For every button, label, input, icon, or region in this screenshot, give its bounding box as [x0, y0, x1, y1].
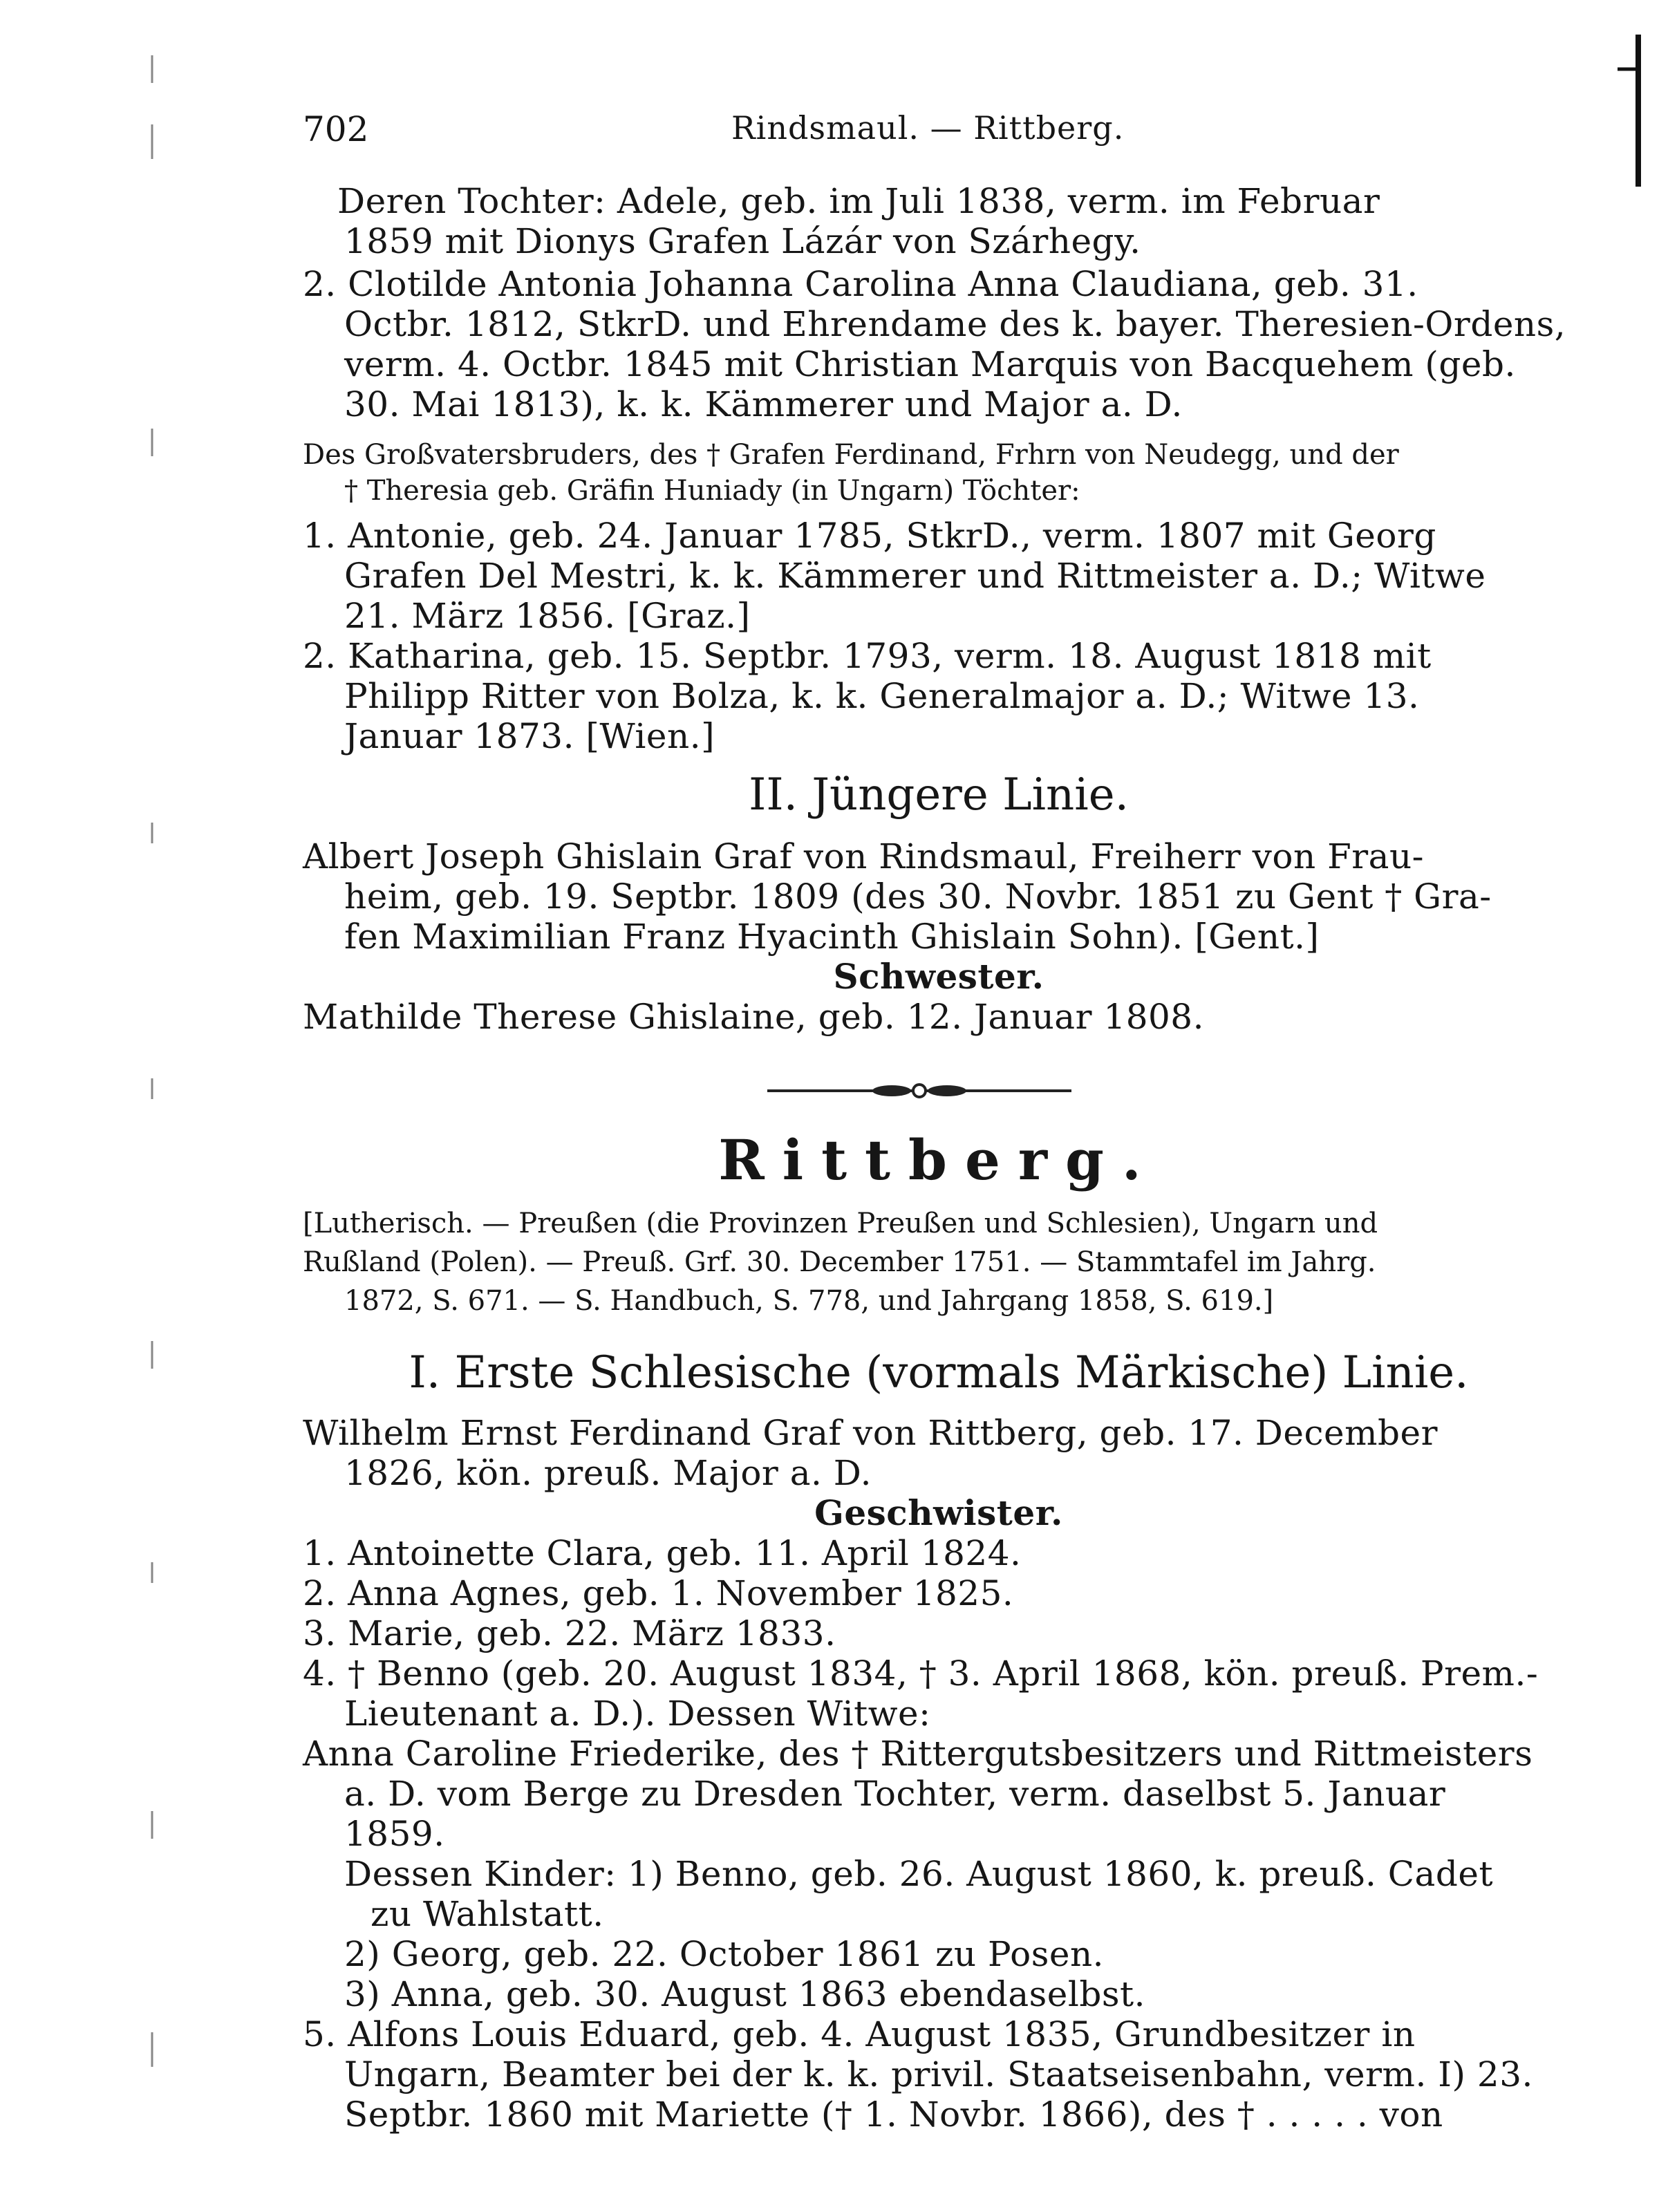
summary-line-1: [Lutherisch. — Preußen (die Provinzen Preußen und Schlesien), Ungarn und — [303, 1208, 1378, 1239]
scan-edge-marks — [138, 41, 166, 2184]
great-uncle-line-2: † Theresia geb. Gräfin Huniady (in Ungarn) Töchter: — [344, 475, 1080, 507]
sibling-line-6: Anna Caroline Friederike, des † Rittergutsbesitzers und Rittmeisters — [303, 1734, 1533, 1774]
section-heading-juengere-linie: II. Jüngere Linie. — [749, 769, 1129, 821]
children-line-2: zu Wahlstatt. — [371, 1894, 604, 1934]
albert-line-1: Albert Joseph Ghislain Graf von Rindsmaul, Freiherr von Frau- — [303, 836, 1425, 877]
daughter-entry-2-line-2: Philipp Ritter von Bolza, k. k. Generalmajor a. D.; Witwe 13. — [344, 676, 1420, 716]
daughter-entry-1-line-3: 21. März 1856. [Graz.] — [344, 596, 751, 636]
daughter-entry-2-line-3: Januar 1873. [Wien.] — [344, 716, 715, 756]
page-number: 702 — [303, 109, 369, 149]
sibling-line-5: Lieutenant a. D.). Dessen Witwe: — [344, 1694, 931, 1734]
children-line-3: 2) Georg, geb. 22. October 1861 zu Posen. — [344, 1934, 1105, 1974]
children-line-4: 3) Anna, geb. 30. August 1863 ebendaselbst. — [344, 1974, 1146, 2014]
daughter-line-2: 1859 mit Dionys Grafen Lázár von Szárhegy. — [344, 221, 1141, 261]
sister-heading: Schwester. — [833, 956, 1044, 997]
daughter-entry-1-line-2: Grafen Del Mestri, k. k. Kämmerer und Rittmeister a. D.; Witwe — [344, 556, 1486, 596]
daughter-entry-2-line-1: 2. Katharina, geb. 15. Septbr. 1793, verm. 18. August 1818 mit — [303, 636, 1432, 676]
wilhelm-line-1: Wilhelm Ernst Ferdinand Graf von Rittberg, geb. 17. December — [303, 1413, 1438, 1453]
page-header — [303, 109, 1575, 158]
sibling-line-2: 2. Anna Agnes, geb. 1. November 1825. — [303, 1573, 1014, 1613]
daughter-line-1: Deren Tochter: Adele, geb. im Juli 1838, verm. im Februar — [337, 181, 1380, 221]
great-uncle-line-1: Des Großvatersbruders, des † Grafen Ferdinand, Frhrn von Neudegg, und der — [303, 439, 1399, 471]
sibling-line-3: 3. Marie, geb. 22. März 1833. — [303, 1613, 836, 1653]
children-line-1: Dessen Kinder: 1) Benno, geb. 26. August 1860, k. preuß. Cadet — [344, 1854, 1494, 1894]
wilhelm-line-2: 1826, kön. preuß. Major a. D. — [344, 1453, 872, 1493]
sibling-line-8: 1859. — [344, 1814, 445, 1854]
running-title: Rindsmaul. — Rittberg. — [731, 109, 1125, 147]
entry-5-line-1: 5. Alfons Louis Eduard, geb. 4. August 1835, Grundbesitzer in — [303, 2014, 1416, 2054]
albert-line-3: fen Maximilian Franz Hyacinth Ghislain Sohn). [Gent.] — [344, 917, 1320, 957]
entry-2-line-3: verm. 4. Octbr. 1845 mit Christian Marquis von Bacquehem (geb. — [344, 344, 1516, 384]
sibling-line-7: a. D. vom Berge zu Dresden Tochter, verm. daselbst 5. Januar — [344, 1774, 1446, 1814]
entry-2-line-4: 30. Mai 1813), k. k. Kämmerer und Major a. D. — [344, 384, 1183, 424]
section-heading-erste-linie: I. Erste Schlesische (vormals Märkische) Linie. — [409, 1347, 1469, 1398]
entry-5-line-3: Septbr. 1860 mit Mariette († 1. Novbr. 1866), des † . . . . . von — [344, 2094, 1443, 2135]
entry-2-line-1: 2. Clotilde Antonia Johanna Carolina Anna Claudiana, geb. 31. — [303, 264, 1418, 304]
albert-line-2: heim, geb. 19. Septbr. 1809 (des 30. Novbr. 1851 zu Gent † Gra- — [344, 877, 1492, 917]
sibling-line-4: 4. † Benno (geb. 20. August 1834, † 3. April 1868, kön. preuß. Prem.- — [303, 1653, 1539, 1694]
summary-line-2: Rußland (Polen). — Preuß. Grf. 30. December 1751. — Stammtafel im Jahrg. — [303, 1246, 1376, 1278]
entry-2-line-2: Octbr. 1812, StkrD. und Ehrendame des k. bayer. Theresien-Ordens, — [344, 304, 1566, 344]
scan-corner-mark — [1611, 28, 1652, 194]
siblings-heading: Geschwister. — [814, 1492, 1063, 1533]
family-title-rittberg: Rittberg. — [718, 1127, 1159, 1192]
sibling-line-1: 1. Antoinette Clara, geb. 11. April 1824. — [303, 1533, 1022, 1573]
ornamental-divider — [767, 1078, 1071, 1103]
summary-line-3: 1872, S. 671. — S. Handbuch, S. 778, und Jahrgang 1858, S. 619.] — [344, 1285, 1274, 1317]
daughter-entry-1-line-1: 1. Antonie, geb. 24. Januar 1785, StkrD., verm. 1807 mit Georg — [303, 516, 1436, 556]
entry-5-line-2: Ungarn, Beamter bei der k. k. privil. Staatseisenbahn, verm. I) 23. — [344, 2054, 1533, 2094]
sister-entry: Mathilde Therese Ghislaine, geb. 12. Januar 1808. — [303, 997, 1205, 1037]
